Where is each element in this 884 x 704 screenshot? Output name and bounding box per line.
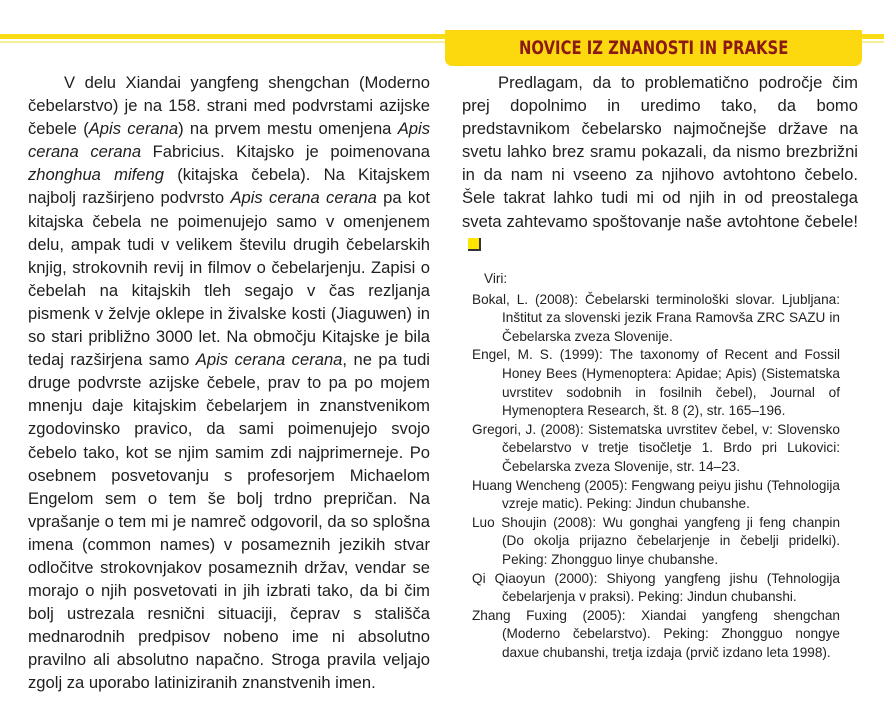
reference-item: Huang Wencheng (2005): Fengwang peiyu jishu (Tehnologija vzreje matic). Peking: Jindun chubanshe. — [472, 477, 840, 512]
species-name-italic: Apis cerana cerana — [230, 188, 377, 208]
species-name-italic: Apis cerana cerana — [28, 119, 430, 162]
references-section — [472, 270, 840, 662]
article-paragraph-right — [462, 71, 858, 256]
reference-item: Zhang Fuxing (2005): Xiandai yangfeng shengchan (Moderno čebelarstvo). Peking: Zhongguo nongye daxue chubanshi, tretja izdaja (prvič izdano leta 1998). — [472, 607, 840, 660]
text-run: V delu Xiandai yangfeng shengchan (Moderno čebelarstvo) je na 158. strani med podvrstami azijske čebele ( — [28, 73, 430, 139]
text-run: , ne pa tudi druge podvrste azijske čebele, prav to pa po mojem mnenju daje kitajskim čebelarjem in znanstvenikom zgodovinsko pravico, da sami poimenujejo svojo čebelo tako, kot se njim samim zdi najprimerneje. Po osebnem posvetovanju s profesorjem Michaelom Engelom sem o tem še bolj trdno prepričan. Na vprašanje o tem mi je namreč odgovoril, da so splošna imena (common names) v posameznih jezikih stvar odločitve strokovnjakov posameznih držav, vendar se morajo o njih posvetovati in jih izbrati tako, da bi čim bolj ustrezala resnični situaciji, čeprav s stališča mednarodnih predpisov nobeno ime ni absolutno pravilno ali absolutno napačno. Stroga pravila veljajo zgolj za uporabo latiniziranih znanstvenih imen. — [28, 350, 430, 693]
article-left-column — [28, 71, 430, 695]
species-name-italic: Apis cerana — [88, 119, 179, 139]
reference-item: Luo Shoujin (2008): Wu gonghai yangfeng ji feng chanpin (Do okolja prijazno čebelarjenje in čebelji pridelki). Peking: Zhongguo linye chubanshe. — [472, 514, 840, 567]
reference-item: Qi Qiaoyun (2000): Shiyong yangfeng jishu (Tehnologija čebelarjenja v praksi). Peking: Jindun chubanshi. — [472, 570, 840, 605]
reference-item: Bokal, L. (2008): Čebelarski terminološki slovar. Ljubljana: Inštitut za slovenski jezik Frana Ramovša ZRC SAZU in Čebelarska zveza Slovenije. — [472, 291, 840, 344]
chinese-name-italic: zhonghua mifeng — [28, 165, 164, 185]
text-run: (kitajska čebela). Na Kitajskem najbolj razširjeno podvrsto — [28, 165, 430, 208]
text-run: Fabricius. Kitajsko je poimenovana — [141, 142, 430, 162]
species-name-italic: Apis cerana cerana — [195, 350, 343, 370]
text-run: pa kot kitajska čebela ne poimenujejo samo v omenjenem delu, ampak tudi v velikem številu drugih čebelarskih knjig, strokovnih revij in filmov o čebelarjenju. Zapisi o čebelah na kitajskih tleh segajo v čas rezljanja pismenk v želvje oklepe in živalske kosti (Jiaguwen) in so stari približno 3000 let. Na območju Kitajske je bila tedaj razširjena samo — [28, 188, 430, 370]
section-title: NOVICE IZ ZNANOSTI IN PRAKSE — [518, 37, 789, 59]
reference-item: Engel, M. S. (1999): The taxonomy of Recent and Fossil Honey Bees (Hymenoptera: Apidae; Apis) (Sistematska uvrstitev sodobnih in fosilnih čebel), Journal of Hymenoptera Research, št. 8 (2), str. 165–196. — [472, 347, 840, 419]
article-right-column — [462, 71, 858, 256]
end-of-article-square-icon — [468, 238, 481, 251]
article-paragraph-left — [28, 71, 430, 695]
text-run: Predlagam, da to problematično področje čim prej dopolnimo in uredimo tako, da bomo predstavnikom čebelarsko najmočnejše države na svetu lahko brez sramu pokazali, da nismo brezbrižni in da nam ni vseeno za njihovo avtohtono čebelo. Šele takrat lahko tudi mi od njih in od preostalega sveta zahtevamo spoštovanje naše avtohtone čebele! — [462, 73, 858, 231]
text-run: ) na prvem mestu omenjena — [178, 119, 398, 139]
section-header-band — [445, 30, 862, 66]
reference-item: Gregori, J. (2008): Sistematska uvrstitev čebel, v: Slovensko čebelarstvo v tretje tisočletje 1. Brdo pri Lukovici: Čebelarska zveza Slovenije, str. 14–23. — [472, 421, 840, 474]
references-heading: Viri: — [484, 271, 508, 286]
